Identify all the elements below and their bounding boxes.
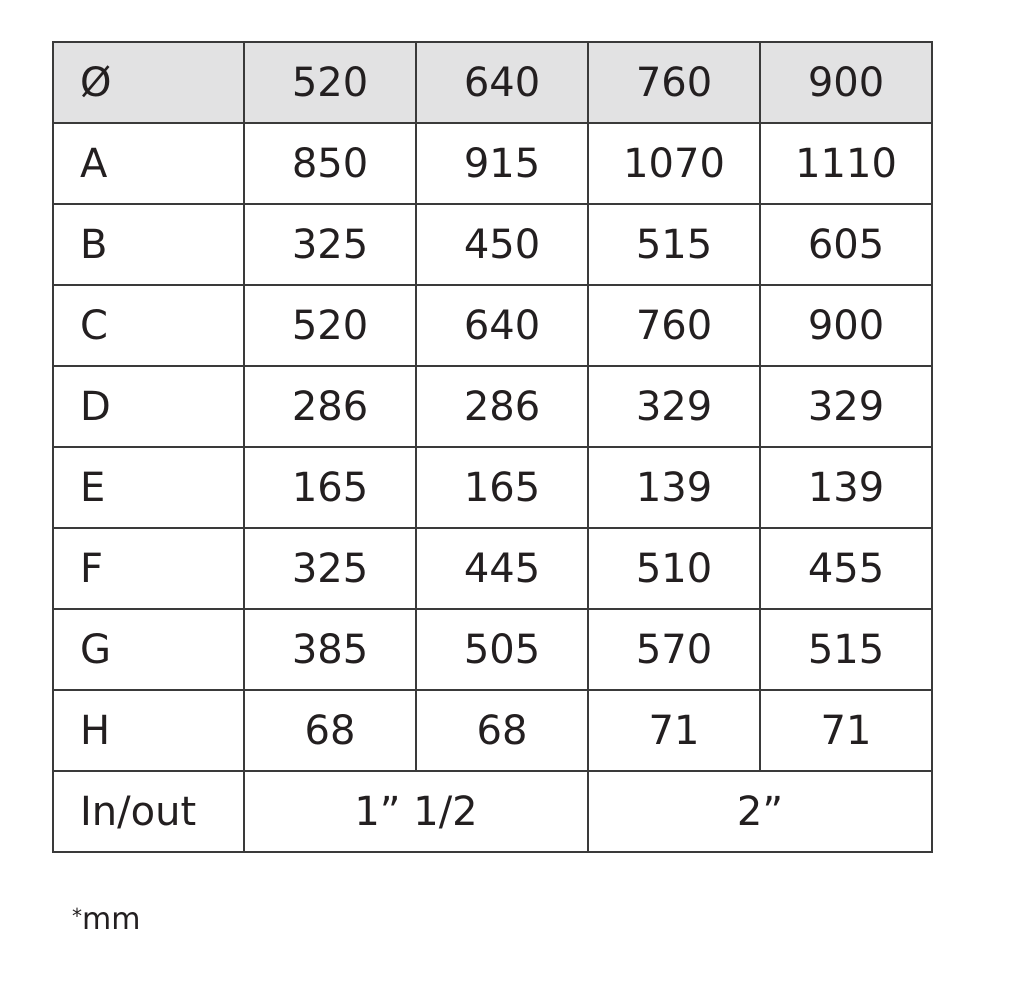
footnote-unit: mm <box>82 902 141 937</box>
table-row <box>53 528 932 609</box>
table-cell: 286 <box>244 366 416 447</box>
table-cell: 640 <box>416 285 588 366</box>
table-cell: 510 <box>588 528 760 609</box>
table-cell: 570 <box>588 609 760 690</box>
table-cell: 850 <box>244 123 416 204</box>
row-label: F <box>53 528 244 609</box>
table-cell: 71 <box>760 690 932 771</box>
table-cell: 515 <box>588 204 760 285</box>
table-cell: 325 <box>244 204 416 285</box>
table-cell: 165 <box>416 447 588 528</box>
table-row <box>53 285 932 366</box>
table-row <box>53 366 932 447</box>
row-label: E <box>53 447 244 528</box>
table-cell: 915 <box>416 123 588 204</box>
unit-footnote <box>72 902 140 937</box>
table-cell: 900 <box>760 285 932 366</box>
table-cell: 1070 <box>588 123 760 204</box>
table-header-row <box>53 42 932 123</box>
table-cell: 139 <box>760 447 932 528</box>
table-cell: 165 <box>244 447 416 528</box>
table-cell: 329 <box>588 366 760 447</box>
table-cell: 385 <box>244 609 416 690</box>
table-cell: 286 <box>416 366 588 447</box>
table-cell: 71 <box>588 690 760 771</box>
table-cell: 445 <box>416 528 588 609</box>
row-label: G <box>53 609 244 690</box>
row-label: C <box>53 285 244 366</box>
table-cell: 450 <box>416 204 588 285</box>
row-label: D <box>53 366 244 447</box>
table-row <box>53 204 932 285</box>
row-label: B <box>53 204 244 285</box>
table-cell: 520 <box>244 285 416 366</box>
table-row-inout <box>53 771 932 852</box>
dimensions-table <box>52 41 933 853</box>
table-row <box>53 690 932 771</box>
table-cell: 139 <box>588 447 760 528</box>
header-cell: 760 <box>588 42 760 123</box>
table-cell: 329 <box>760 366 932 447</box>
table-cell: 505 <box>416 609 588 690</box>
footnote-asterisk: * <box>72 904 82 928</box>
table-row <box>53 447 932 528</box>
table-cell: 1110 <box>760 123 932 204</box>
header-cell: 520 <box>244 42 416 123</box>
table-cell: 605 <box>760 204 932 285</box>
header-cell: 900 <box>760 42 932 123</box>
table-cell: 760 <box>588 285 760 366</box>
table-cell: 455 <box>760 528 932 609</box>
table-row <box>53 609 932 690</box>
row-label: H <box>53 690 244 771</box>
table-cell: 325 <box>244 528 416 609</box>
row-label-inout: In/out <box>53 771 244 852</box>
header-cell: 640 <box>416 42 588 123</box>
inout-value-small: 1” 1/2 <box>244 771 588 852</box>
table-cell: 68 <box>416 690 588 771</box>
inout-value-large: 2” <box>588 771 932 852</box>
table-row <box>53 123 932 204</box>
header-diameter-label: Ø <box>53 42 244 123</box>
table-cell: 68 <box>244 690 416 771</box>
row-label: A <box>53 123 244 204</box>
table-cell: 515 <box>760 609 932 690</box>
